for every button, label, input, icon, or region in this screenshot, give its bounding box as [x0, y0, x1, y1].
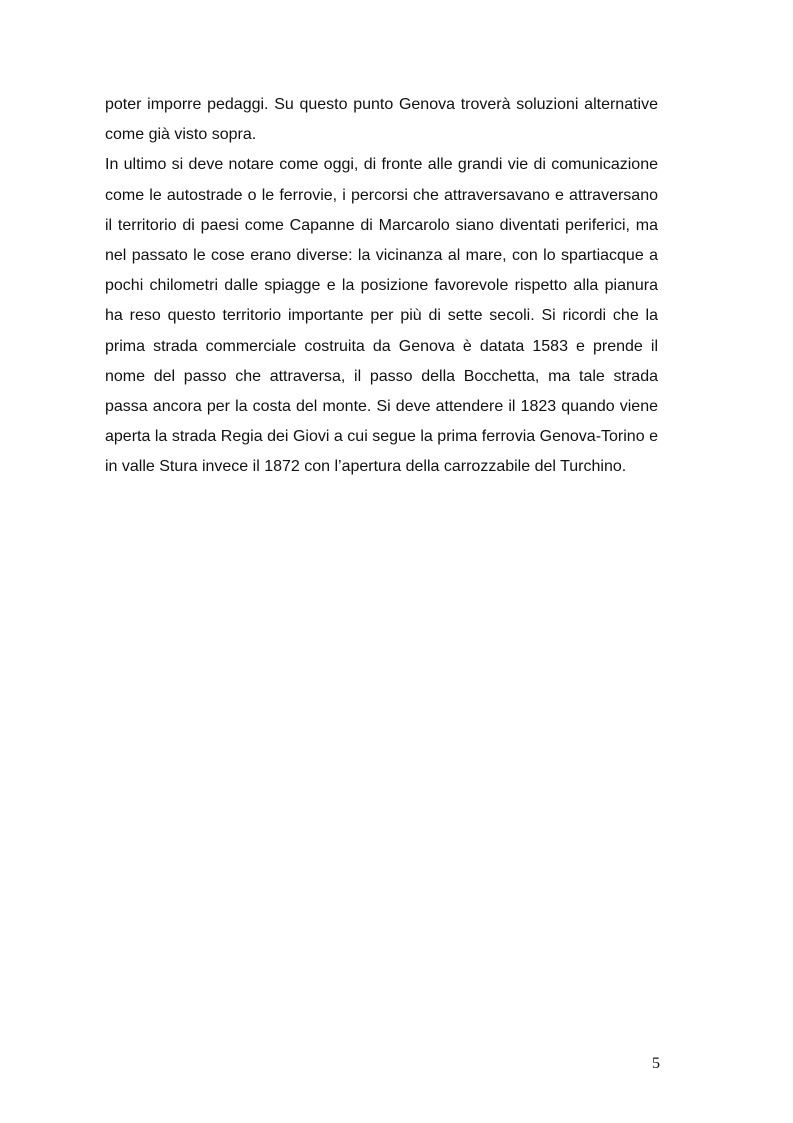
body-text [105, 90, 658, 483]
paragraph-1: poter imporre pedaggi. Su questo punto Genova troverà soluzioni alternative come già visto sopra. [105, 96, 658, 144]
paragraph-2: In ultimo si deve notare come oggi, di fronte alle grandi vie di comunicazione come le autostrade o le ferrovie, i percorsi che attraversavano e attraversano il territorio di paesi come Capanne di Marcarolo siano diventati periferici, ma nel passato le cose erano diverse: la vicinanza al mare, con lo spartiacque a pochi chilometri dalle spiagge e la posizione favorevole rispetto alla pianura ha reso questo territorio importante per più di sette secoli. Si ricordi che la prima strada commerciale costruita da Genova è datata 1583 e prende il nome del passo che attraversa, il passo della Bocchetta, ma tale strada passa ancora per la costa del monte. Si deve attendere il 1823 quando viene aperta la strada Regia dei Giovi a cui segue la prima ferrovia Genova-Torino e in valle Stura invece il 1872 con l’apertura della carrozzabile del Turchino. [105, 156, 658, 476]
page-number: 5 [652, 1055, 660, 1072]
